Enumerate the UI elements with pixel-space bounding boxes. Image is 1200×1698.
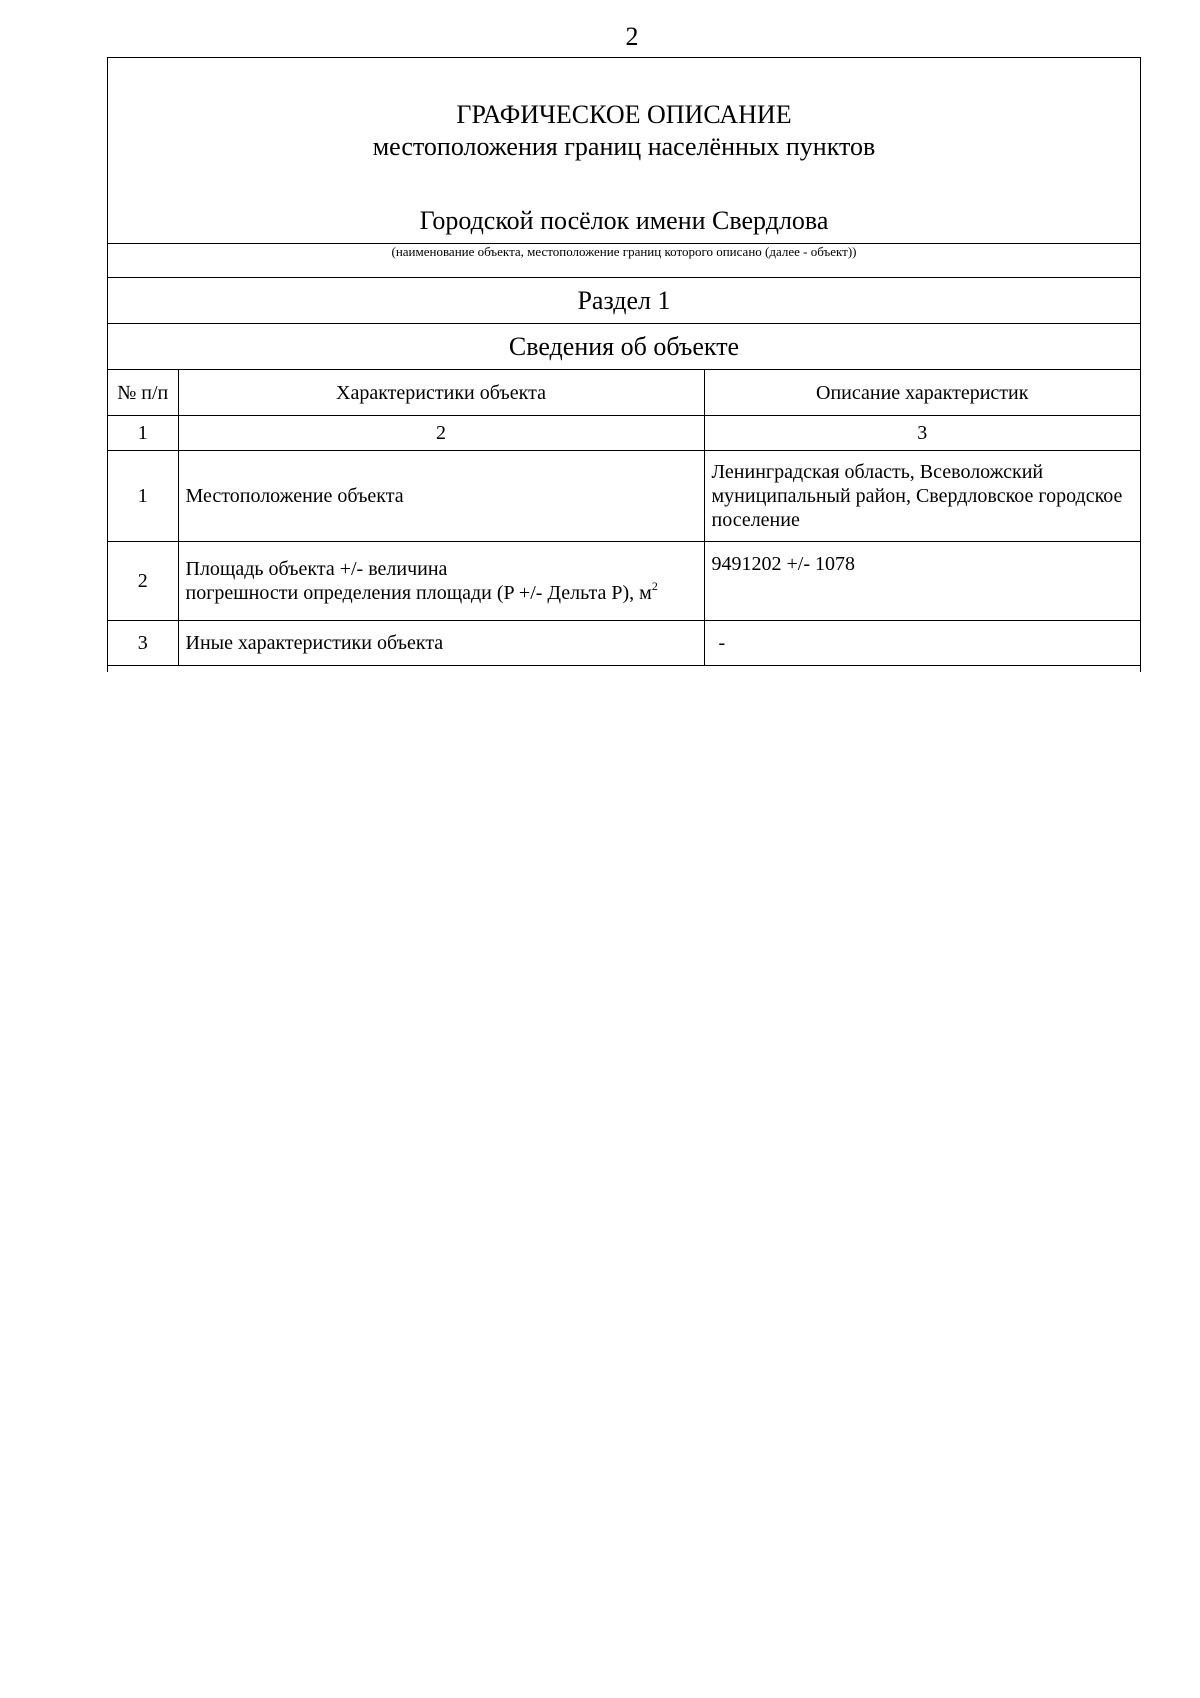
document-title: ГРАФИЧЕСКОЕ ОПИСАНИЕ (456, 100, 792, 129)
description-cell: Ленинградская область, Всеволожский муниципальный район, Свердловское городское поселение (704, 451, 1140, 542)
document-frame (107, 57, 1141, 672)
table-header-row (108, 370, 1140, 416)
document-header (108, 58, 1140, 244)
object-name: Городской посёлок имени Свердлова (419, 206, 829, 235)
row-number-cell: 3 (108, 621, 178, 666)
header-cell-description: Описание характеристик (704, 370, 1140, 416)
table-continuation (108, 666, 1140, 672)
table-row (108, 621, 1140, 666)
object-name-caption: (наименование объекта, местоположение границ которого описано (далее - объект)) (108, 244, 1140, 278)
document-subtitle: местоположения границ населённых пунктов (372, 132, 876, 161)
column-number-row (108, 416, 1140, 451)
column-number-cell: 1 (108, 416, 178, 451)
header-cell-number: № п/п (108, 370, 178, 416)
description-cell: 9491202 +/- 1078 (704, 542, 1140, 621)
characteristic-cell: Местоположение объекта (178, 451, 704, 542)
table-row (108, 542, 1140, 621)
page-number: 2 (625, 22, 639, 51)
row-number-cell: 2 (108, 542, 178, 621)
characteristic-cell (178, 542, 704, 621)
section-title: Сведения об объекте (108, 324, 1140, 370)
section-label: Раздел 1 (108, 278, 1140, 324)
unit-superscript: 2 (651, 579, 658, 593)
characteristic-cell: Иные характеристики объекта (178, 621, 704, 666)
column-number-cell: 2 (178, 416, 704, 451)
characteristic-text: погрешности определения площади (P +/- Дельта P), м (185, 582, 652, 604)
table-row (108, 451, 1140, 542)
characteristic-line (186, 581, 697, 605)
object-info-table (108, 370, 1140, 666)
header-cell-characteristic: Характеристики объекта (178, 370, 704, 416)
description-cell: - (704, 621, 1140, 666)
characteristic-line: Площадь объекта +/- величина (185, 558, 448, 580)
column-number-cell: 3 (704, 416, 1140, 451)
row-number-cell: 1 (108, 451, 178, 542)
